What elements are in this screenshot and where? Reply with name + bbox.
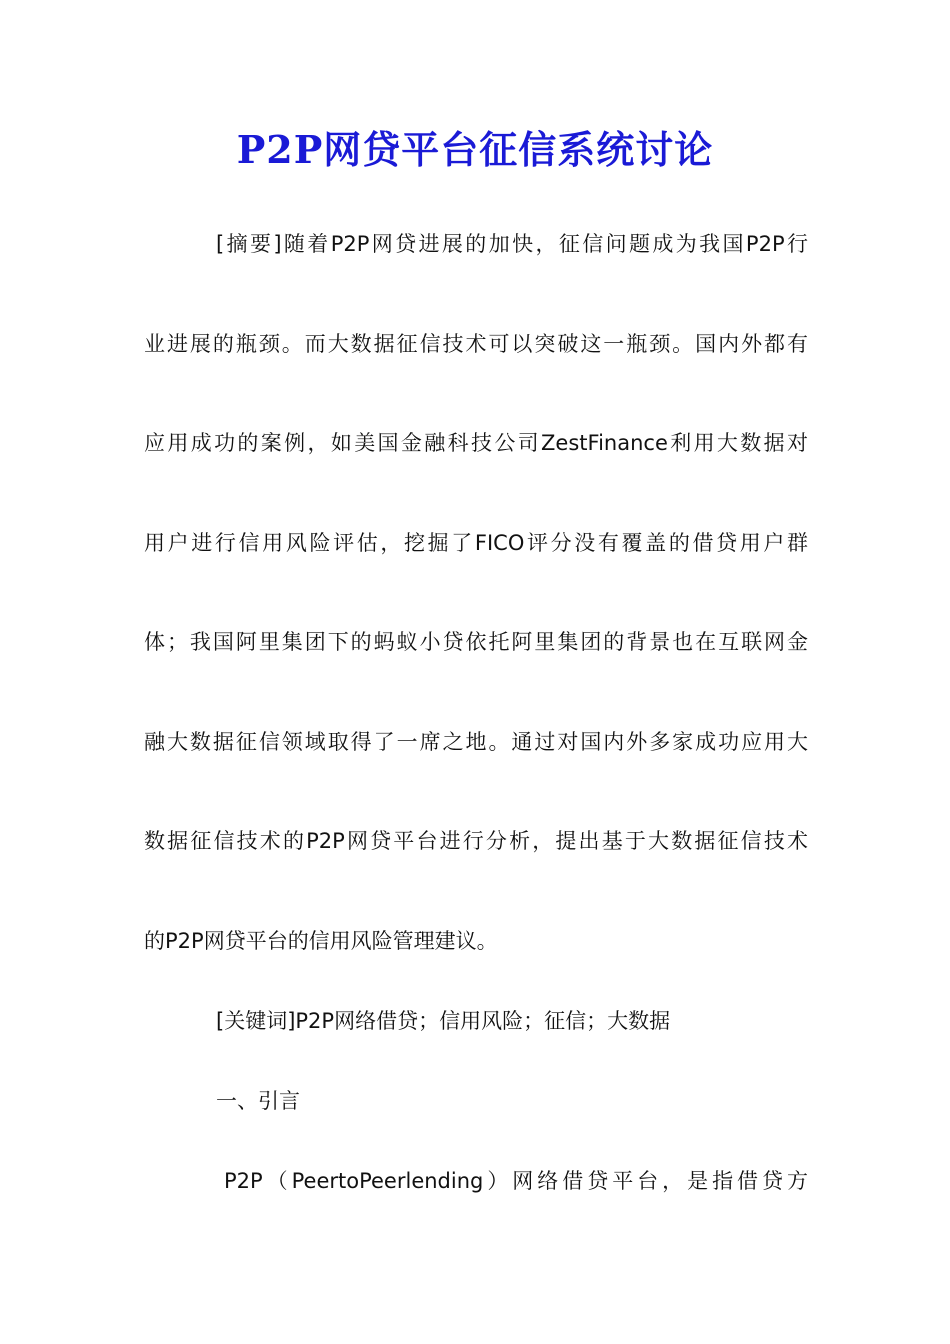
abstract-line-8: 的P2P网贷平台的信用风险管理建议。 <box>144 929 498 953</box>
abstract-line-6: 融大数据征信领域取得了一席之地。通过对国内外多家成功应用大 <box>144 730 808 754</box>
abstract-line-2: 业进展的瓶颈。而大数据征信技术可以突破这一瓶颈。国内外都有 <box>144 332 808 356</box>
intro-line-1: P2P（PeertoPeerlending）网络借贷平台，是指借贷方 <box>224 1169 808 1193</box>
abstract-line-3: 应用成功的案例，如美国金融科技公司ZestFinance利用大数据对 <box>144 431 808 455</box>
abstract-line-4: 用户进行信用风险评估，挖掘了FICO评分没有覆盖的借贷用户群 <box>144 531 808 555</box>
keywords: [关键词]P2P网络借贷；信用风险；征信；大数据 <box>216 1009 671 1033</box>
document-title: P2P网贷平台征信系统讨论 <box>236 127 714 172</box>
section-heading: 一、引言 <box>216 1089 300 1113</box>
abstract-line-1: [摘要]随着P2P网贷进展的加快，征信问题成为我国P2P行 <box>216 232 808 256</box>
abstract-line-7: 数据征信技术的P2P网贷平台进行分析，提出基于大数据征信技术 <box>144 829 808 853</box>
abstract-line-5: 体；我国阿里集团下的蚂蚁小贷依托阿里集团的背景也在互联网金 <box>144 630 808 654</box>
